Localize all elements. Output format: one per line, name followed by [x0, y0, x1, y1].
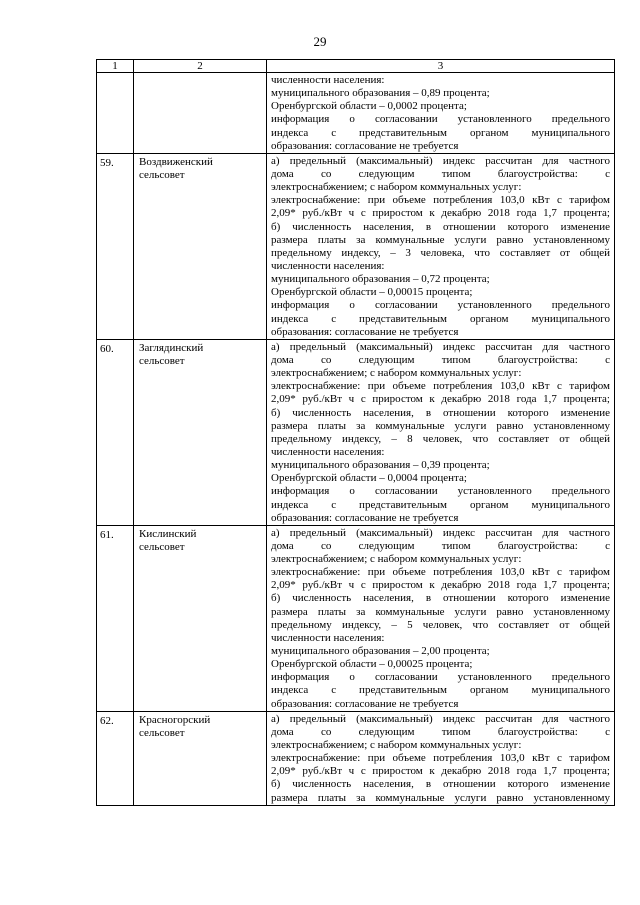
index-description: [267, 339, 615, 525]
description-line: электроснабжением; с набором коммунальных услуг:: [271, 553, 522, 566]
row-number: 59.: [97, 153, 134, 339]
index-description: [267, 525, 615, 711]
table-header-row: [97, 60, 615, 73]
description-line: индекса с представительным органом муниципального: [271, 684, 610, 697]
table-row: [97, 153, 615, 339]
description-line: размера платы за коммунальные услуги равно установленному: [271, 605, 610, 618]
description-line: образования: согласование не требуется: [271, 697, 459, 710]
description-line: информация о согласовании установленного предельного: [271, 485, 610, 498]
municipality-name-line: сельсовет: [139, 168, 185, 181]
description-line: а) предельный (максимальный) индекс рассчитан для частного: [271, 712, 610, 725]
description-line: а) предельный (максимальный) индекс рассчитан для частного: [271, 526, 610, 539]
description-line: численности населения:: [271, 445, 385, 458]
description-line: индекса с представительным органом муниципального: [271, 498, 610, 511]
description-line: дома со следующим типом благоустройства: с: [271, 539, 610, 552]
index-description: [267, 153, 615, 339]
description-line: информация о согласовании установленного предельного: [271, 113, 610, 126]
description-line: дома со следующим типом благоустройства: с: [271, 167, 610, 180]
description-line: электроснабжение: при объеме потребления 103,0 кВт с тарифом: [271, 566, 610, 579]
description-line: размера платы за коммунальные услуги равно установленному: [271, 419, 610, 432]
description-line: Оренбургской области – 0,00025 процента;: [271, 658, 473, 671]
description-line: муниципального образования – 0,89 процента;: [271, 87, 490, 100]
description-line: 2,09* руб./кВт ч с приростом к декабрю 2018 года 1,7 процента;: [271, 579, 610, 592]
description-line: дома со следующим типом благоустройства: с: [271, 353, 610, 366]
description-line: муниципального образования – 0,39 процента;: [271, 459, 490, 472]
municipality-name-line: Заглядинский: [139, 341, 204, 354]
municipality-name-line: сельсовет: [139, 540, 185, 553]
row-number: [97, 73, 134, 154]
description-line: муниципального образования – 2,00 процента;: [271, 645, 490, 658]
description-line: Оренбургской области – 0,00015 процента;: [271, 286, 473, 299]
description-line: численности населения:: [271, 631, 385, 644]
description-line: 2,09* руб./кВт ч с приростом к декабрю 2018 года 1,7 процента;: [271, 765, 610, 778]
description-line: 2,09* руб./кВт ч с приростом к декабрю 2018 года 1,7 процента;: [271, 393, 610, 406]
header-col-2: 2: [134, 60, 267, 73]
header-col-1: 1: [97, 60, 134, 73]
description-line: электроснабжением; с набором коммунальных услуг:: [271, 181, 522, 194]
description-line: б) численность населения, в отношении которого изменение: [271, 406, 610, 419]
index-description: [267, 711, 615, 805]
table-row: [97, 711, 615, 805]
municipality-name-line: сельсовет: [139, 354, 185, 367]
municipality-name: [134, 525, 267, 711]
municipal-index-table: [96, 59, 615, 806]
description-line: образования: согласование не требуется: [271, 325, 459, 338]
description-line: образования: согласование не требуется: [271, 511, 459, 524]
table-row: [97, 73, 615, 154]
municipality-name-line: Красногорский: [139, 713, 211, 726]
description-line: информация о согласовании установленного предельного: [271, 299, 610, 312]
page-number: 29: [313, 34, 327, 49]
description-line: индекса с представительным органом муниципального: [271, 312, 610, 325]
table-row: [97, 525, 615, 711]
description-line: а) предельный (максимальный) индекс рассчитан для частного: [271, 340, 610, 353]
municipality-name-line: Воздвиженский: [139, 155, 213, 168]
municipality-name: [134, 73, 267, 154]
description-line: а) предельный (максимальный) индекс рассчитан для частного: [271, 154, 610, 167]
municipality-name-line: Кислинский: [139, 527, 197, 540]
row-number: 61.: [97, 525, 134, 711]
description-line: численности населения:: [271, 74, 385, 86]
municipality-name: [134, 339, 267, 525]
description-line: электроснабжение: при объеме потребления 103,0 кВт с тарифом: [271, 380, 610, 393]
description-line: размера платы за коммунальные услуги равно установленному: [271, 791, 610, 804]
description-line: индекса с представительным органом муниципального: [271, 126, 610, 139]
description-line: электроснабжением; с набором коммунальных услуг:: [271, 367, 522, 380]
description-line: информация о согласовании установленного предельного: [271, 671, 610, 684]
row-number: 60.: [97, 339, 134, 525]
municipality-name: [134, 711, 267, 805]
description-line: б) численность населения, в отношении которого изменение: [271, 220, 610, 233]
description-line: размера платы за коммунальные услуги равно установленному: [271, 233, 610, 246]
description-line: муниципального образования – 0,72 процента;: [271, 273, 490, 286]
description-line: дома со следующим типом благоустройства: с: [271, 725, 610, 738]
description-line: предельному индексу, – 5 человек, что составляет от общей: [271, 618, 610, 631]
description-line: электроснабжение: при объеме потребления 103,0 кВт с тарифом: [271, 194, 610, 207]
municipality-name-line: сельсовет: [139, 726, 185, 739]
description-line: численности населения:: [271, 259, 385, 272]
description-line: б) численность населения, в отношении которого изменение: [271, 592, 610, 605]
index-description: [267, 73, 615, 154]
description-line: электроснабжение: при объеме потребления 103,0 кВт с тарифом: [271, 752, 610, 765]
description-line: Оренбургской области – 0,0002 процента;: [271, 100, 467, 113]
row-number: 62.: [97, 711, 134, 805]
description-line: предельному индексу, – 8 человек, что составляет от общей: [271, 432, 610, 445]
description-line: 2,09* руб./кВт ч с приростом к декабрю 2018 года 1,7 процента;: [271, 207, 610, 220]
table-row: [97, 339, 615, 525]
municipality-name: [134, 153, 267, 339]
header-col-3: 3: [267, 60, 615, 73]
description-line: б) численность населения, в отношении которого изменение: [271, 778, 610, 791]
description-line: электроснабжением; с набором коммунальных услуг:: [271, 739, 522, 752]
description-line: предельному индексу, – 3 человека, что составляет от общей: [271, 246, 610, 259]
description-line: образования: согласование не требуется: [271, 139, 459, 152]
description-line: Оренбургской области – 0,0004 процента;: [271, 472, 467, 485]
